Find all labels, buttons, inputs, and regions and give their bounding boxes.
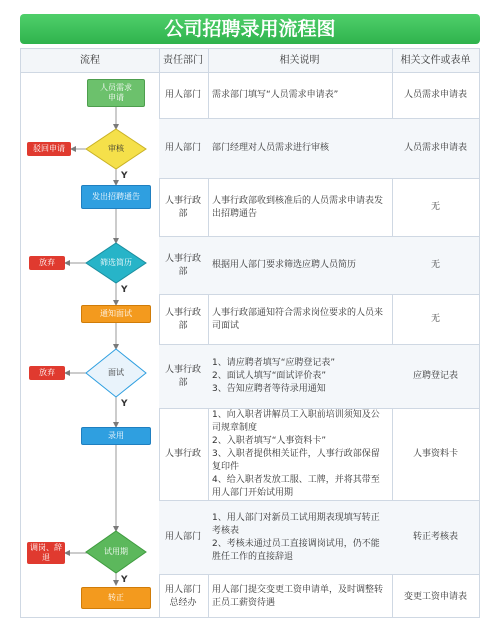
node-label: 通知面试 xyxy=(100,309,132,318)
node-screen-resume xyxy=(93,257,139,269)
node-label: 审核 xyxy=(108,144,124,153)
table-row xyxy=(159,119,479,179)
row-desc: 根据用人部门要求筛选应聘人员简历 xyxy=(212,260,357,270)
row-dept: 用人部门 xyxy=(164,532,201,542)
node-notify-interview xyxy=(81,305,151,323)
row-dept: 人事行政部 xyxy=(164,307,201,331)
row-desc: 人事行政部通知符合需求岗位要求的人员来司面试 xyxy=(212,307,384,331)
node-probation xyxy=(96,546,136,558)
node-hire xyxy=(81,427,151,445)
row-doc: 变更工资申请表 xyxy=(403,591,467,602)
node-post-notice xyxy=(81,185,151,209)
yes-label: Y xyxy=(121,575,128,585)
yes-label: Y xyxy=(121,171,128,181)
node-label: 面试 xyxy=(108,368,124,377)
node-label: 试用期 xyxy=(104,547,128,556)
table-header xyxy=(21,49,479,73)
table-row xyxy=(159,73,479,119)
label-give-up: 放弃 xyxy=(29,366,65,380)
row-desc: 部门经理对人员需求进行审核 xyxy=(212,143,330,153)
table-row xyxy=(159,409,479,501)
row-dept: 人事行政 xyxy=(164,449,201,459)
header-dept: 责任部门 xyxy=(163,55,203,66)
flow-table xyxy=(20,48,480,618)
row-dept: 用人部门 xyxy=(164,143,201,153)
row-dept: 人事行政部 xyxy=(164,364,201,388)
table-row xyxy=(159,345,479,409)
node-review xyxy=(96,143,136,155)
node-label: 筛选简历 xyxy=(100,258,132,267)
node-staff-request xyxy=(87,79,145,107)
table-row xyxy=(159,179,479,237)
row-dept: 用人部门 xyxy=(164,90,201,100)
row-dept: 人事行政部 xyxy=(164,253,201,277)
node-label: 发出招聘通告 xyxy=(92,192,140,201)
header-desc: 相关说明 xyxy=(279,55,320,66)
row-doc: 无 xyxy=(430,260,440,270)
row-doc: 人员需求申请表 xyxy=(403,143,467,153)
row-desc: 1、用人部门对新员工试用期表现填写转正考核表 2、考核未通过员工直接调岗试用，仍不能胜任工作的直接辞退 xyxy=(212,512,380,562)
node-interview xyxy=(96,367,136,379)
row-dept: 人事行政部 xyxy=(164,195,201,219)
yes-label: Y xyxy=(121,285,128,295)
label-transfer-dismiss: 调岗、辞退 xyxy=(27,542,65,564)
node-label: 录用 xyxy=(108,431,124,440)
row-desc: 1、请应聘者填写“应聘登记表” 2、面试人填写“面试评价表” 3、告知应聘者等待录用通知 xyxy=(212,358,336,394)
row-desc: 用人部门提交变更工资申请单，及时调整转正员工薪资待遇 xyxy=(212,585,384,608)
node-regularize xyxy=(81,587,151,609)
table-row xyxy=(159,237,479,295)
row-doc: 无 xyxy=(430,314,440,324)
label-reject-apply: 驳回申请 xyxy=(27,142,71,156)
table-row xyxy=(159,575,479,619)
row-dept: 用人部门总经办 xyxy=(164,585,201,608)
node-label: 人员需求 申请 xyxy=(100,83,132,102)
row-desc: 需求部门填写“人员需求申请表” xyxy=(212,90,339,100)
row-doc: 应聘登记表 xyxy=(412,371,458,381)
row-doc: 无 xyxy=(430,202,440,212)
table-row xyxy=(159,295,479,345)
node-label: 转正 xyxy=(108,593,124,602)
yes-label: Y xyxy=(121,399,128,409)
row-doc: 转正考核表 xyxy=(412,532,458,542)
row-doc: 人员需求申请表 xyxy=(403,90,467,100)
row-desc: 人事行政部收到核准后的人员需求申请表发出招聘通告 xyxy=(212,195,384,219)
table-row xyxy=(159,501,479,575)
header-flow: 流程 xyxy=(80,55,100,66)
label-give-up: 放弃 xyxy=(29,256,65,270)
flow-column xyxy=(21,73,159,619)
header-docs: 相关文件或表单 xyxy=(400,55,471,66)
page-title: 公司招聘录用流程图 xyxy=(20,14,480,44)
row-desc: 1、向入职者讲解员工入职前培训须知及公司规章制度 2、入职者填写“人事资料卡” 3、入职者提供相关证件，人事行政部保留复印件 4、给入职者发放工服、工牌，并将其带至用人部门开始试用期 xyxy=(212,410,380,498)
row-doc: 人事资料卡 xyxy=(412,449,458,459)
